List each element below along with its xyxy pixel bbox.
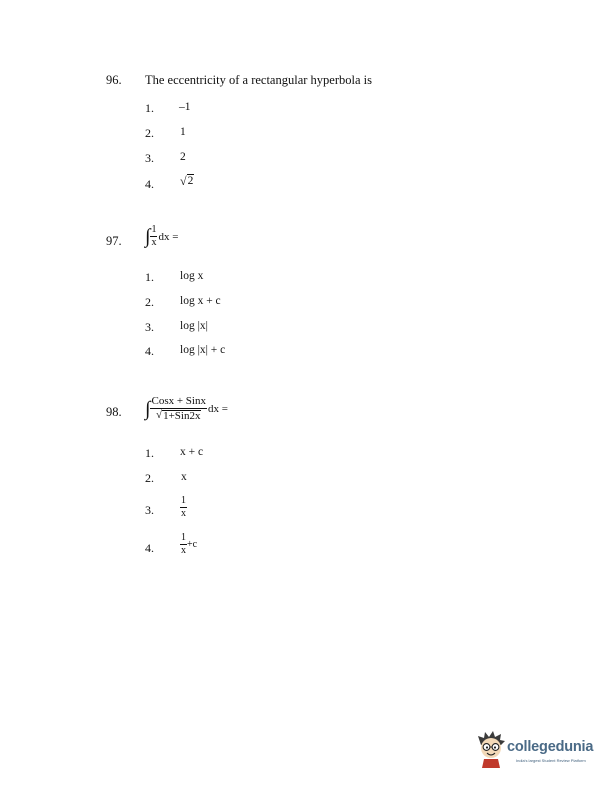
numerator: Cosx + Sinx <box>151 395 206 407</box>
question-number: 97. <box>106 234 122 248</box>
option-text: x <box>181 471 187 483</box>
fraction <box>180 533 187 556</box>
option-number: 2. <box>145 126 154 140</box>
option-number: 1. <box>145 101 154 115</box>
integral-sign: ∫ <box>145 225 151 248</box>
numerator: 1 <box>181 495 186 506</box>
radicand: 2 <box>187 175 194 187</box>
option-text: log x <box>180 270 204 282</box>
logo-wordmark: collegedunia <box>507 739 594 755</box>
fraction-option <box>180 496 187 519</box>
logo-tagline: India's largest Student Review Platform <box>516 758 586 763</box>
question-number: 96. <box>106 73 122 87</box>
option-number: 2. <box>145 295 154 309</box>
question-number: 98. <box>106 405 122 419</box>
fraction-option <box>180 533 197 556</box>
denominator <box>156 409 201 422</box>
numerator: 1 <box>151 224 157 235</box>
radicand: 1+Sin2x <box>163 410 201 422</box>
option-text: 2 <box>180 151 186 163</box>
denominator: x <box>181 545 186 556</box>
option-number: 3. <box>145 151 154 165</box>
fraction <box>180 496 187 519</box>
option-number: 3. <box>145 503 154 517</box>
suffix: +c <box>187 539 198 550</box>
option-number: 1. <box>145 446 154 460</box>
radical-sign: √ <box>180 174 187 188</box>
dx-equals: dx = <box>158 230 179 243</box>
option-number: 4. <box>145 344 154 358</box>
fraction <box>150 225 157 248</box>
integral-expression <box>145 225 178 248</box>
option-number: 4. <box>145 541 154 555</box>
option-number: 3. <box>145 320 154 334</box>
numerator: 1 <box>181 532 186 543</box>
radical-sign: √ <box>156 409 163 421</box>
option-text: log |x| + c <box>180 344 226 356</box>
mascot-icon <box>476 730 506 768</box>
sqrt-expression <box>180 174 194 189</box>
option-text: x + c <box>180 446 204 458</box>
integral-expression <box>145 396 228 422</box>
dx-equals: dx = <box>207 403 228 415</box>
option-text: log |x| <box>180 320 208 332</box>
fraction <box>150 396 207 422</box>
denominator: x <box>151 237 157 248</box>
option-number: 2. <box>145 471 154 485</box>
question-text: The eccentricity of a rectangular hyperbola is <box>145 73 372 87</box>
option-text: 1 <box>180 126 186 138</box>
option-number: 1. <box>145 270 154 284</box>
denominator: x <box>181 508 186 519</box>
integral-sign: ∫ <box>145 398 151 420</box>
collegedunia-logo <box>476 730 596 770</box>
option-text: –1 <box>179 101 191 113</box>
option-text: log x + c <box>180 295 221 307</box>
option-number: 4. <box>145 177 154 191</box>
